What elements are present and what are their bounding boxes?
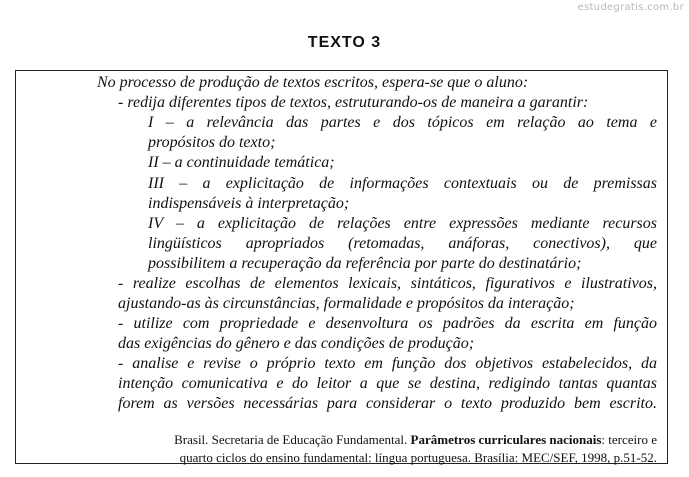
reference-line-2: quarto ciclos do ensino fundamental: língua portuguesa. Brasília: MEC/SEF, 1998, p.51-52.	[179, 450, 657, 465]
subitem-1-line-1: I – a relevância das partes e dos tópicos em relação ao tema e	[148, 114, 657, 131]
subitem-4-line-2: lingüísticos apropriados (retomadas, anáforas, conectivos), que	[148, 235, 657, 252]
item-4-line-3: forem as versões necessárias para considerar o texto produzido bem escrito.	[118, 395, 657, 412]
item-1: - redija diferentes tipos de textos, estruturando-os de maneira a garantir:	[118, 94, 589, 111]
intro-line: No processo de produção de textos escritos, espera-se que o aluno:	[97, 74, 529, 91]
page-title: TEXTO 3	[307, 34, 382, 51]
item-4-line-1: - analise e revise o próprio texto em função dos objetivos estabelecidos, da	[118, 355, 657, 372]
watermark: estudegratis.com.br	[577, 2, 684, 13]
reference-prefix: Brasil. Secretaria de Educação Fundamental.	[174, 432, 411, 447]
item-2-line-2: ajustando-as às circunstâncias, formalidade e propósitos da interação;	[118, 295, 575, 312]
reference-title: Parâmetros curriculares nacionais	[410, 432, 602, 447]
item-2-line-1: - realize escolhas de elementos lexicais, sintáticos, figurativos e ilustrativos,	[118, 275, 657, 292]
subitem-1-line-2: propósitos do texto;	[148, 134, 276, 151]
subitem-3-line-2: indispensáveis à interpretação;	[148, 195, 350, 212]
subitem-4-line-3: possibilitem a recuperação da referência por parte do destinatário;	[148, 255, 582, 272]
subitem-4-line-1: IV – a explicitação de relações entre expressões mediante recursos	[148, 215, 657, 232]
item-4-line-2: intenção comunicativa e do leitor a que se destina, redigindo tantas quantas	[118, 375, 657, 392]
reference-suffix: : terceiro e	[601, 432, 657, 447]
item-3-line-1: - utilize com propriedade e desenvoltura os padrões da escrita em função	[118, 315, 657, 332]
subitem-3-line-1: III – a explicitação de informações contextuais ou de premissas	[148, 175, 657, 192]
reference-line-1	[174, 431, 657, 449]
subitem-2: II – a continuidade temática;	[148, 154, 335, 171]
item-3-line-2: das exigências do gênero e das condições de produção;	[118, 335, 475, 352]
